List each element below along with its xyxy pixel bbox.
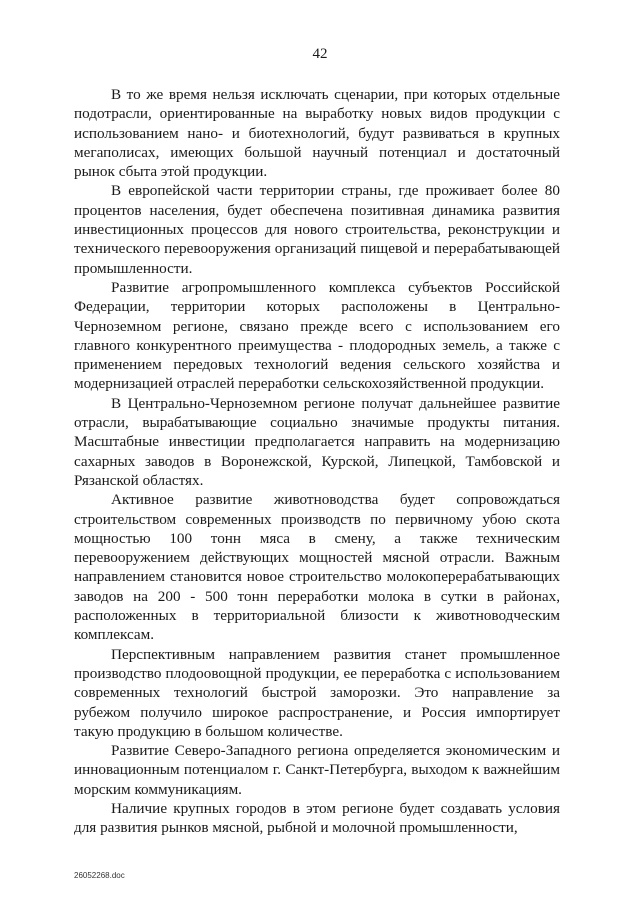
paragraph: Наличие крупных городов в этом регионе будет создавать условия для развития рынков мясной, рыбной и молочной промышленности, [74,799,560,837]
page-number: 42 [312,46,328,62]
footer-filename: 26052268.doc [74,871,125,880]
paragraph: Развитие Северо-Западного региона определяется экономическим и инновационным потенциалом г. Санкт-Петербурга, выходом к важнейшим морским коммуникациям. [74,742,560,798]
body-text [74,85,560,838]
paragraph: Активное развитие животноводства будет сопровождаться строительством современных производств по первичному убою скота мощностью 100 тонн мяса в смену, а также техническим перевооружением действующих мощностей мясной отрасли. Важным направлением становится новое строительство молокоперерабатывающих заводов на 200 - 500 тонн переработки молока в сутки в районах, расположенных в территориальной близости к животноводческим комплексам. [74,491,560,644]
paragraph: В Центрально-Черноземном регионе получат дальнейшее развитие отрасли, вырабатывающие социально значимые продукты питания. Масштабные инвестиции предполагается направить на модернизацию сахарных заводов в Воронежской, Курской, Липецкой, Тамбовской и Рязанской областях. [74,394,560,489]
paragraph: В то же время нельзя исключать сценарии, при которых отдельные подотрасли, ориентированные на выработку новых видов продукции с использованием нано- и биотехнологий, будут развиваться в крупных мегаполисах, имеющих большой научный потенциал и достаточный рынок сбыта этой продукции. [74,86,560,181]
paragraph: Перспективным направлением развития станет промышленное производство плодоовощной продукции, ее переработка с использованием современных технологий быстрой заморозки. Это направление за рубежом получило широкое распространение, и Россия импортирует такую продукцию в большом количестве. [74,645,560,740]
paragraph: В европейской части территории страны, где проживает более 80 процентов населения, будет обеспечена позитивная динамика развития инвестиционных процессов для нового строительства, реконструкции и технического перевооружения организаций пищевой и перерабатывающей промышленности. [74,182,560,277]
paragraph: Развитие агропромышленного комплекса субъектов Российской Федерации, территории которых расположены в Центрально-Черноземном регионе, связано прежде всего с использованием его главного конкурентного преимущества - плодородных земель, а также с применением передовых технологий ведения сельского хозяйства и модернизацией отраслей переработки сельскохозяйственной продукции. [74,278,560,393]
